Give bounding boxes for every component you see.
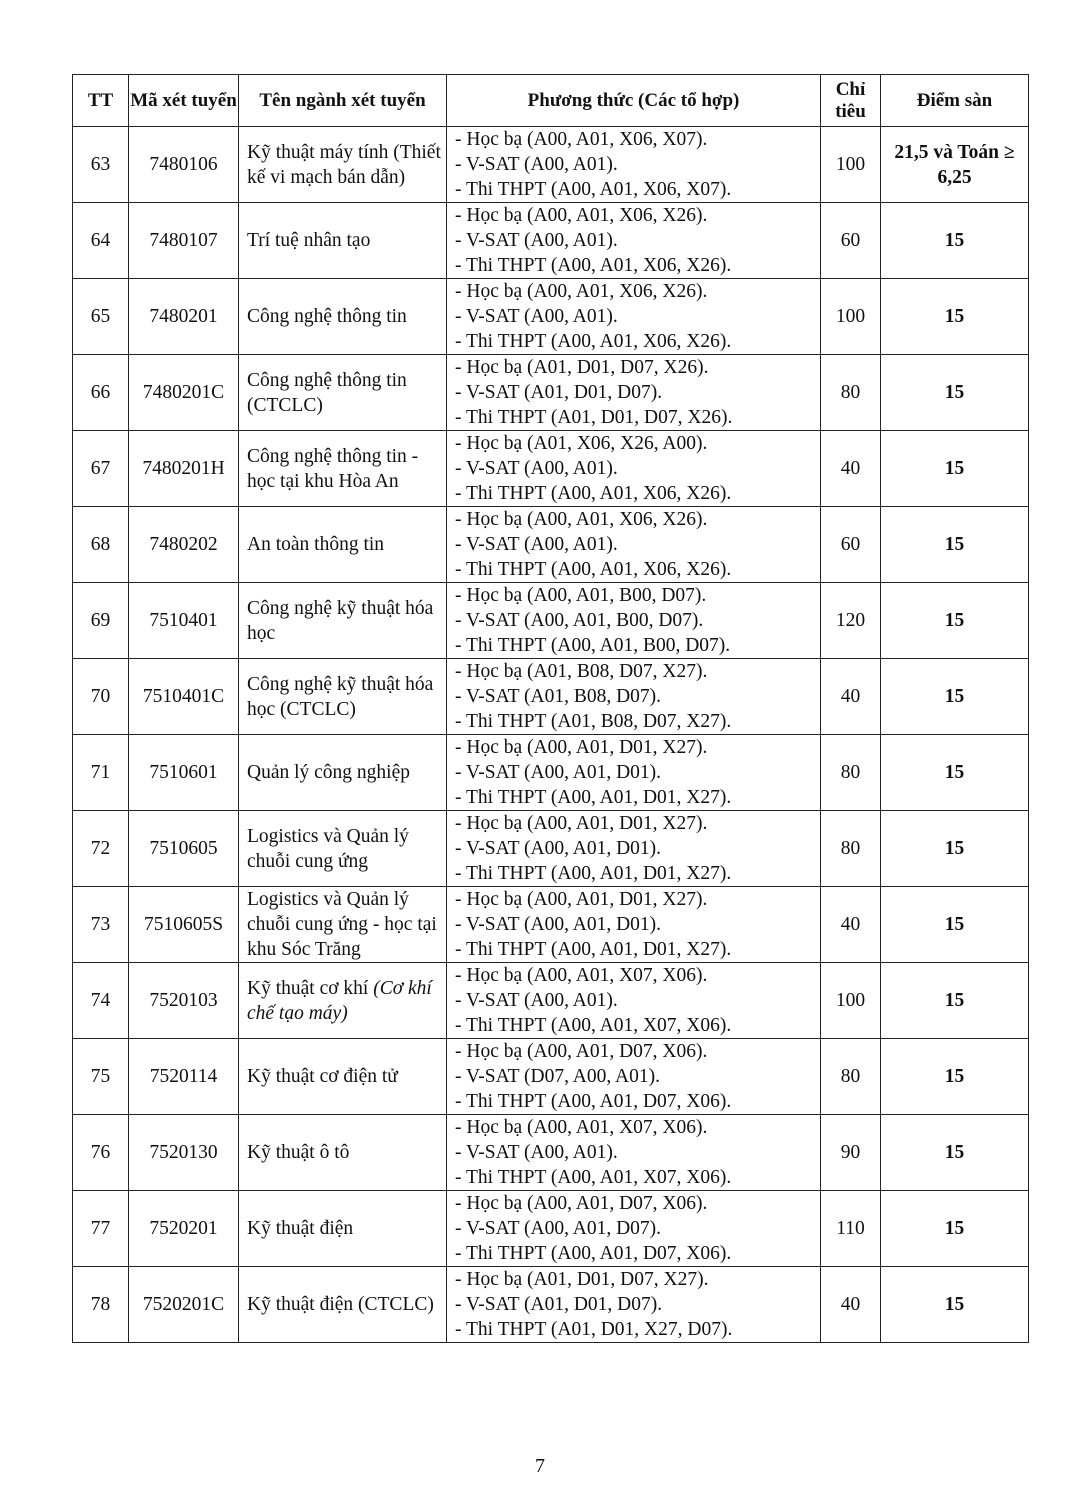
row-name-text: Kỹ thuật cơ điện tử [247, 1066, 398, 1087]
method-line: - Thi THPT (A00, A01, D07, X06). [455, 1243, 732, 1264]
row-name-text: Kỹ thuật cơ khí [247, 977, 369, 999]
row-quota: 40 [821, 659, 881, 735]
method-line: - Thi THPT (A00, A01, D01, X27). [455, 787, 732, 808]
row-tt: 75 [73, 1039, 129, 1115]
row-score: 15 [881, 963, 1029, 1039]
method-line: - Học bạ (A00, A01, X06, X26). [455, 509, 708, 530]
method-line: - Thi THPT (A00, A01, X06, X26). [455, 483, 732, 504]
row-code: 7510605S [129, 887, 239, 963]
row-name-text: Công nghệ kỹ thuật hóa học (CTCLC) [247, 673, 434, 720]
table-row [73, 127, 1029, 203]
row-tt: 65 [73, 279, 129, 355]
row-tt: 71 [73, 735, 129, 811]
row-tt: 78 [73, 1267, 129, 1343]
row-code: 7510601 [129, 735, 239, 811]
table-header-row [73, 75, 1029, 127]
method-line: - V-SAT (A01, B08, D07). [455, 686, 662, 707]
row-code: 7520201 [129, 1191, 239, 1267]
table-row [73, 431, 1029, 507]
row-tt: 70 [73, 659, 129, 735]
page-number: 7 [535, 1455, 545, 1477]
row-score: 15 [881, 1191, 1029, 1267]
method-line: - Học bạ (A00, A01, B00, D07). [455, 585, 707, 606]
table-row [73, 507, 1029, 583]
row-name [239, 431, 447, 507]
row-quota: 120 [821, 583, 881, 659]
row-methods [447, 279, 821, 355]
row-code: 7520130 [129, 1115, 239, 1191]
method-line: - V-SAT (A00, A01, D01). [455, 838, 662, 859]
row-name-text: Logistics và Quản lý chuỗi cung ứng - học tại khu Sóc Trăng [247, 889, 437, 960]
method-line: - Thi THPT (A00, A01, X06, X26). [455, 331, 732, 352]
row-quota: 100 [821, 963, 881, 1039]
row-name [239, 887, 447, 963]
table-row [73, 963, 1029, 1039]
row-tt: 76 [73, 1115, 129, 1191]
row-score: 15 [881, 203, 1029, 279]
row-methods [447, 963, 821, 1039]
table-row [73, 1115, 1029, 1191]
row-quota: 80 [821, 1039, 881, 1115]
row-tt: 73 [73, 887, 129, 963]
row-methods [447, 1191, 821, 1267]
row-score: 15 [881, 1039, 1029, 1115]
row-name [239, 659, 447, 735]
row-name [239, 583, 447, 659]
row-code: 7480106 [129, 127, 239, 203]
row-score: 15 [881, 355, 1029, 431]
row-quota: 80 [821, 811, 881, 887]
row-code: 7480107 [129, 203, 239, 279]
row-name-text: Quản lý công nghiệp [247, 762, 411, 783]
row-name-text: An toàn thông tin [247, 534, 385, 555]
row-quota: 100 [821, 127, 881, 203]
row-tt: 74 [73, 963, 129, 1039]
method-line: - V-SAT (A00, A01). [455, 534, 618, 555]
row-methods [447, 659, 821, 735]
row-quota: 40 [821, 1267, 881, 1343]
method-line: - V-SAT (D07, A00, A01). [455, 1066, 660, 1087]
row-tt: 67 [73, 431, 129, 507]
row-methods [447, 1039, 821, 1115]
method-line: - V-SAT (A00, A01). [455, 306, 618, 327]
method-line: - Học bạ (A01, D01, D07, X26). [455, 357, 709, 378]
table-row [73, 355, 1029, 431]
method-line: - V-SAT (A00, A01, D01). [455, 914, 662, 935]
row-score: 15 [881, 431, 1029, 507]
method-line: - Học bạ (A00, A01, D07, X06). [455, 1041, 708, 1062]
row-quota: 100 [821, 279, 881, 355]
row-quota: 80 [821, 355, 881, 431]
header-ma-xet-tuyen: Mã xét tuyển [129, 75, 239, 127]
row-name-italic: (Cơ khí chế tạo máy) [247, 977, 432, 1024]
method-line: - Thi THPT (A00, A01, X06, X26). [455, 255, 732, 276]
method-line: - Thi THPT (A01, D01, D07, X26). [455, 407, 733, 428]
row-methods [447, 583, 821, 659]
row-code: 7510401C [129, 659, 239, 735]
method-line: - Học bạ (A00, A01, X06, X07). [455, 129, 708, 150]
method-line: - Học bạ (A00, A01, X06, X26). [455, 281, 708, 302]
table-row [73, 1039, 1029, 1115]
row-name-text: Kỹ thuật điện (CTCLC) [247, 1294, 434, 1315]
row-tt: 77 [73, 1191, 129, 1267]
row-score: 15 [881, 659, 1029, 735]
row-score: 15 [881, 735, 1029, 811]
row-tt: 64 [73, 203, 129, 279]
method-line: - Thi THPT (A01, B08, D07, X27). [455, 711, 732, 732]
row-score: 15 [881, 1267, 1029, 1343]
method-line: - Học bạ (A00, A01, D07, X06). [455, 1193, 708, 1214]
method-line: - V-SAT (A01, D01, D07). [455, 1294, 663, 1315]
row-name [239, 279, 447, 355]
table-row [73, 811, 1029, 887]
row-score: 15 [881, 583, 1029, 659]
method-line: - Học bạ (A00, A01, X06, X26). [455, 205, 708, 226]
admission-table [72, 74, 1029, 1343]
row-methods [447, 811, 821, 887]
method-line: - V-SAT (A00, A01, D01). [455, 762, 662, 783]
method-line: - Học bạ (A01, X06, X26, A00). [455, 433, 708, 454]
table-row [73, 203, 1029, 279]
row-quota: 40 [821, 887, 881, 963]
header-diem-san: Điểm sàn [881, 75, 1029, 127]
header-tt: TT [73, 75, 129, 127]
row-code: 7480201 [129, 279, 239, 355]
row-quota: 60 [821, 203, 881, 279]
method-line: - Học bạ (A00, A01, X07, X06). [455, 965, 708, 986]
table-row [73, 887, 1029, 963]
table-row [73, 659, 1029, 735]
table-row [73, 583, 1029, 659]
method-line: - Học bạ (A00, A01, D01, X27). [455, 813, 708, 834]
row-tt: 72 [73, 811, 129, 887]
row-methods [447, 1115, 821, 1191]
row-name [239, 735, 447, 811]
row-code: 7520114 [129, 1039, 239, 1115]
row-name-text: Trí tuệ nhân tạo [247, 230, 371, 251]
method-line: - V-SAT (A00, A01, D07). [455, 1218, 662, 1239]
row-methods [447, 735, 821, 811]
row-methods [447, 355, 821, 431]
table-body [73, 127, 1029, 1343]
row-name-text: Kỹ thuật máy tính (Thiết kế vi mạch bán dẫn) [247, 141, 441, 188]
row-methods [447, 431, 821, 507]
row-methods [447, 203, 821, 279]
row-tt: 69 [73, 583, 129, 659]
table-row [73, 735, 1029, 811]
row-score: 15 [881, 1115, 1029, 1191]
method-line: - V-SAT (A00, A01). [455, 458, 618, 479]
row-tt: 63 [73, 127, 129, 203]
row-code: 7480201H [129, 431, 239, 507]
row-code: 7480202 [129, 507, 239, 583]
method-line: - Thi THPT (A00, A01, D07, X06). [455, 1091, 732, 1112]
row-methods [447, 507, 821, 583]
row-score: 15 [881, 887, 1029, 963]
method-line: - Thi THPT (A01, D01, X27, D07). [455, 1319, 733, 1340]
method-line: - Thi THPT (A00, A01, D01, X27). [455, 863, 732, 884]
header-ten-nganh: Tên ngành xét tuyển [239, 75, 447, 127]
row-code: 7520201C [129, 1267, 239, 1343]
row-name [239, 507, 447, 583]
row-score: 15 [881, 507, 1029, 583]
row-name-text: Công nghệ kỹ thuật hóa học [247, 597, 434, 644]
method-line: - V-SAT (A00, A01). [455, 154, 618, 175]
row-name-text: Công nghệ thông tin (CTCLC) [247, 369, 407, 416]
row-name [239, 1191, 447, 1267]
row-name [239, 355, 447, 431]
table-row [73, 1191, 1029, 1267]
row-code: 7480201C [129, 355, 239, 431]
method-line: - Thi THPT (A00, A01, D01, X27). [455, 939, 732, 960]
row-name [239, 811, 447, 887]
method-line: - Học bạ (A01, B08, D07, X27). [455, 661, 708, 682]
row-tt: 68 [73, 507, 129, 583]
row-methods [447, 1267, 821, 1343]
row-code: 7510605 [129, 811, 239, 887]
row-tt: 66 [73, 355, 129, 431]
row-name [239, 1039, 447, 1115]
row-name-text: Công nghệ thông tin - học tại khu Hòa An [247, 445, 419, 492]
method-line: - V-SAT (A01, D01, D07). [455, 382, 663, 403]
row-code: 7510401 [129, 583, 239, 659]
row-quota: 40 [821, 431, 881, 507]
row-name [239, 1267, 447, 1343]
row-score: 15 [881, 811, 1029, 887]
row-name-text: Kỹ thuật ô tô [247, 1142, 350, 1163]
row-score: 15 [881, 279, 1029, 355]
method-line: - V-SAT (A00, A01). [455, 990, 618, 1011]
table-row [73, 279, 1029, 355]
row-quota: 110 [821, 1191, 881, 1267]
method-line: - Thi THPT (A00, A01, X06, X07). [455, 179, 732, 200]
header-chi-tieu: Chỉ tiêu [821, 75, 881, 127]
header-phuong-thuc: Phương thức (Các tổ hợp) [447, 75, 821, 127]
row-score: 21,5 và Toán ≥ 6,25 [881, 127, 1029, 203]
row-name [239, 1115, 447, 1191]
row-name-text: Kỹ thuật điện [247, 1218, 354, 1239]
method-line: - Học bạ (A00, A01, D01, X27). [455, 889, 708, 910]
row-name [239, 127, 447, 203]
method-line: - V-SAT (A00, A01). [455, 230, 618, 251]
row-quota: 80 [821, 735, 881, 811]
method-line: - Thi THPT (A00, A01, X06, X26). [455, 559, 732, 580]
row-name [239, 963, 447, 1039]
method-line: - Học bạ (A01, D01, D07, X27). [455, 1269, 709, 1290]
row-quota: 60 [821, 507, 881, 583]
method-line: - V-SAT (A00, A01, B00, D07). [455, 610, 704, 631]
row-code: 7520103 [129, 963, 239, 1039]
row-name-text: Công nghệ thông tin [247, 306, 407, 327]
row-name-text: Logistics và Quản lý chuỗi cung ứng [247, 825, 409, 872]
row-name [239, 203, 447, 279]
row-methods [447, 887, 821, 963]
method-line: - V-SAT (A00, A01). [455, 1142, 618, 1163]
method-line: - Học bạ (A00, A01, X07, X06). [455, 1117, 708, 1138]
method-line: - Thi THPT (A00, A01, B00, D07). [455, 635, 731, 656]
method-line: - Thi THPT (A00, A01, X07, X06). [455, 1167, 732, 1188]
method-line: - Học bạ (A00, A01, D01, X27). [455, 737, 708, 758]
row-quota: 90 [821, 1115, 881, 1191]
row-methods [447, 127, 821, 203]
table-row [73, 1267, 1029, 1343]
method-line: - Thi THPT (A00, A01, X07, X06). [455, 1015, 732, 1036]
